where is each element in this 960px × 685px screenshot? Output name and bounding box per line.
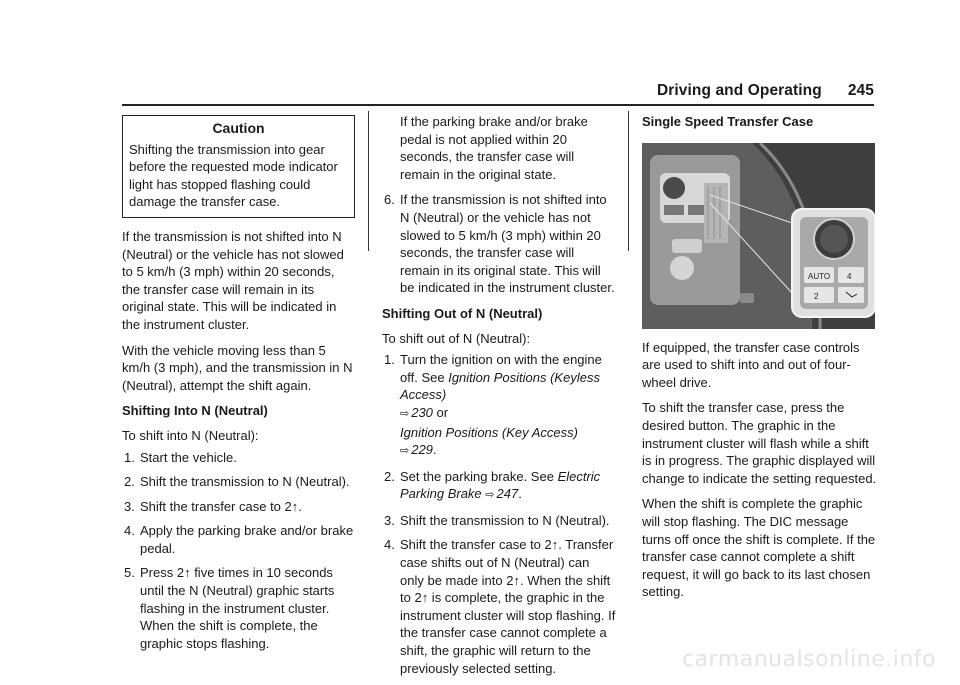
list-item [382, 512, 616, 530]
caution-title: Caution [212, 120, 265, 136]
up-arrow-icon: ↑ [184, 565, 191, 581]
header-rule [122, 104, 874, 106]
step-number: 2. [384, 468, 395, 484]
list-item [382, 191, 616, 297]
caution-text: Shifting the transmission into gear before the requested mode indicator light has stopped flashing could damage the transfer case. [129, 141, 338, 210]
step-text: Press 2 [140, 565, 185, 581]
page-number: 245 [847, 82, 874, 99]
paragraph: To shift out of N (Neutral): [382, 330, 531, 346]
paragraph: To shift the transfer case, press the desired button. The graphic in the instrument cluster will flash while a shift is in progress. The graphic displayed will change to indicate the setting requested. [642, 400, 877, 486]
step-number: 3. [124, 498, 135, 514]
two-button-label: 2 [814, 291, 819, 301]
watermark: carmanualsonline.info [682, 647, 936, 672]
page-ref[interactable]: 230 [411, 404, 433, 420]
column-3 [642, 113, 877, 609]
list-item: 2. Set the parking brake. See Electric Parking Brake ⇨ 247. [384, 468, 601, 502]
paragraph: If the parking brake and/or brake pedal is not applied within 20 seconds, the transfer case will remain in the original state. [400, 114, 588, 182]
up-arrow-icon: ↑ [551, 537, 559, 553]
step-text: Turn the ignition on with the engine off. See [400, 352, 602, 385]
step-number: 1. [384, 352, 395, 368]
running-header [657, 82, 874, 100]
section-heading: Shifting Into N (Neutral) [122, 403, 268, 419]
section-title: Driving and Operating [656, 82, 822, 99]
step-text: five times in 10 seconds until the N (Neutral) graphic starts flashing in the instrument cluster. When the shift is complete, the graphic stops flashing. [140, 565, 335, 651]
step-text: Shift the transmission to N (Neutral). [400, 512, 610, 528]
page-ref-icon: ⇨ [400, 445, 410, 458]
paragraph: If equipped, the transfer case controls are used to shift into and out of four-wheel drive. [642, 339, 860, 390]
list-item [122, 522, 355, 557]
step-text: Set the parking brake. See [400, 468, 554, 484]
step-text: Apply the parking brake and/or brake pedal. [140, 523, 354, 556]
list-item [122, 498, 355, 516]
step-text: . When the shift to 2 [400, 572, 611, 606]
paragraph: If the transmission is not shifted into N (Neutral) or the vehicle has not slowed to 5 km/h (3 mph) within 20 seconds, the transfer case will remain in its original state. This will be indicated in the instrument cluster. [122, 228, 344, 332]
steps-list [382, 191, 616, 297]
step-text: or [436, 404, 449, 420]
paragraph: To shift into N (Neutral): [122, 427, 259, 443]
step-text: . [298, 498, 302, 514]
up-arrow-icon: ↑ [291, 498, 299, 514]
list-item [122, 564, 355, 652]
step-text: Shift the transmission to N (Neutral). [140, 474, 350, 490]
step-text: Shift the transfer case to 2 [400, 537, 552, 553]
step-text: is complete, the graphic in the instrument cluster will stop flashing. If the transfer case cannot complete a shift, the graphic will return to the previously selected setting. [400, 590, 616, 676]
step-number: 5. [124, 565, 135, 581]
column-divider-2 [628, 111, 629, 251]
steps-list [382, 351, 616, 677]
column-divider-1 [368, 111, 369, 251]
paragraph: When the shift is complete the graphic will stop flashing. The DIC message turns off once the shift is complete. If the transfer case cannot complete a shift request, it will go back to its last chosen setting. [642, 496, 876, 600]
list-item [122, 449, 355, 467]
transfer-case-illustration [642, 143, 875, 329]
step-number: 1. [124, 449, 135, 465]
caution-box [122, 115, 355, 218]
list-item: 1. Turn the ignition on with the engine off. See Ignition Positions (Keyless Access) ⇨ 230 or Ignition Positions (Key Access) ⇨ 229. [384, 352, 602, 458]
step-text: Start the vehicle. [140, 449, 237, 465]
step-number: 4. [124, 523, 135, 539]
step-number: 3. [384, 512, 395, 528]
page-ref[interactable]: 229 [411, 442, 433, 458]
steps-list [122, 449, 355, 653]
cross-reference-link[interactable]: Ignition Positions (Key Access) [400, 424, 578, 440]
up-arrow-icon: ↑ [421, 590, 429, 606]
step-number: 4. [384, 537, 395, 553]
up-arrow-icon: ↑ [513, 572, 520, 588]
step-text: If the transmission is not shifted into N (Neutral) or the vehicle has not slowed to 5 km/h (3 mph) within 20 seconds, the transfer case will remain in its original state. This will be indicated in the instrument cluster. [400, 192, 615, 296]
list-item [382, 536, 616, 677]
section-heading: Shifting Out of N (Neutral) [382, 305, 543, 321]
cross-reference-link[interactable]: Ignition Positions (Keyless Access) [400, 369, 600, 403]
page-ref-icon: ⇨ [400, 407, 410, 420]
column-1 [122, 113, 355, 660]
step-number: 6. [384, 192, 395, 208]
section-heading: Single Speed Transfer Case [642, 114, 814, 129]
step-text: . Transfer case shifts out of N (Neutral) can only be made into 2 [400, 537, 614, 588]
transfer-case-controls-image [642, 143, 875, 329]
list-item [122, 473, 355, 491]
four-button-label: 4 [847, 271, 852, 281]
paragraph: With the vehicle moving less than 5 km/h (3 mph), and the transmission in N (Neutral), attempt the shift again. [122, 342, 353, 393]
step-text: Shift the transfer case to 2 [140, 498, 292, 514]
page-ref-icon: ⇨ [485, 489, 495, 502]
auto-button-label: AUTO [808, 271, 831, 281]
cross-reference-link[interactable]: Electric Parking Brake [400, 468, 601, 502]
column-2 [382, 113, 616, 685]
page-ref[interactable]: 247 [496, 486, 519, 502]
step-number: 2. [124, 474, 135, 490]
